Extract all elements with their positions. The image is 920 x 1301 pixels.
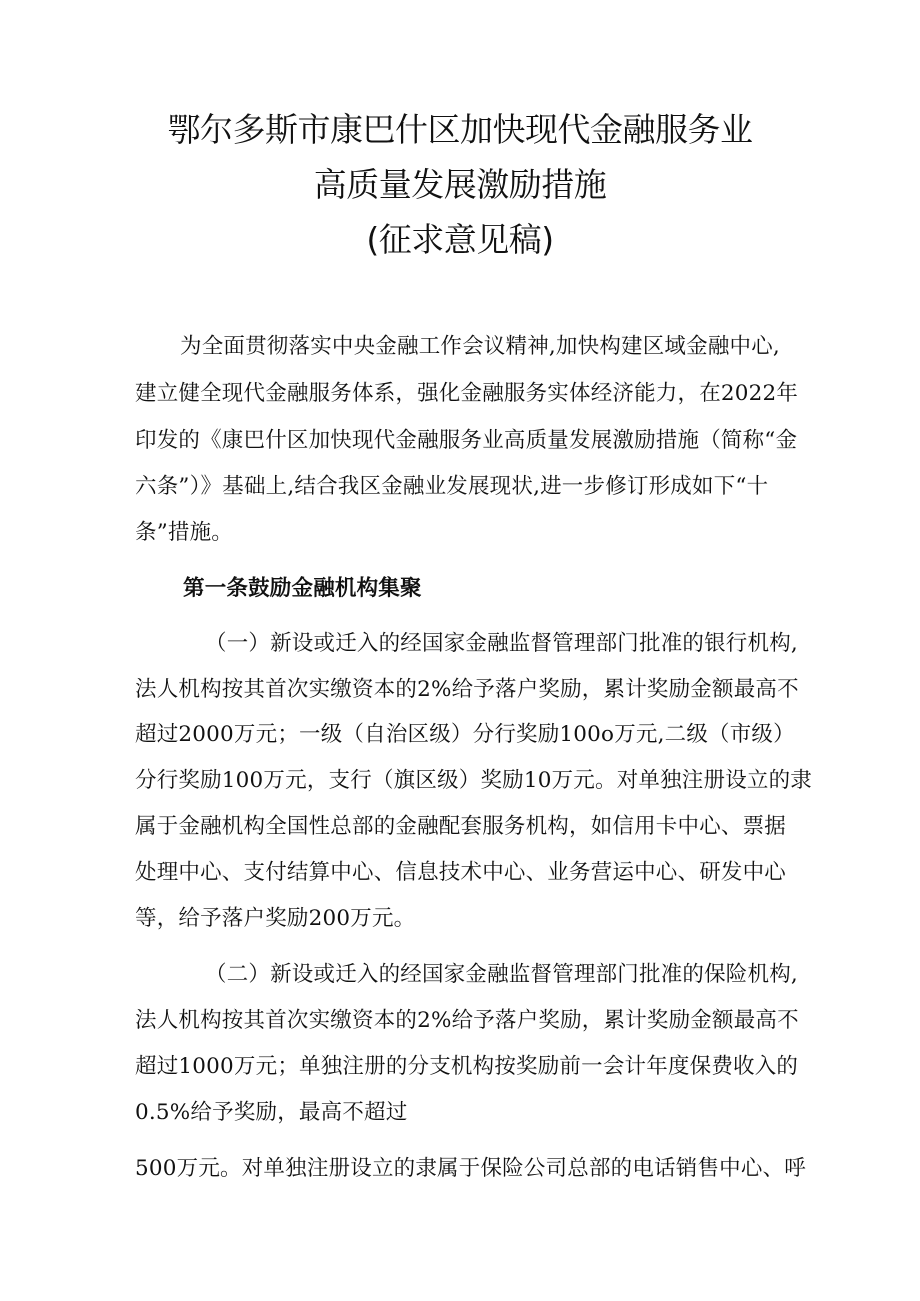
- item-2-line-3: 超过1000万元；单独注册的分支机构按奖励前一会计年度保费收入的: [135, 1054, 799, 1079]
- intro-line-5: 条”措施。: [135, 520, 233, 545]
- item-2-line-5: 500万元。对单独注册设立的隶属于保险公司总部的电话销售中心、呼: [135, 1156, 806, 1181]
- item-1-line-2: 法人机构按其首次实缴资本的2%给予落户奖励，累计奖励金额最高不: [135, 677, 799, 702]
- item-1-line-7: 等，给予落户奖励200万元。: [135, 906, 416, 931]
- item-1-line-6: 处理中心、支付结算中心、信息技术中心、业务营运中心、研发中心: [135, 860, 787, 885]
- item-1-line-1: （一）新设或迁入的经国家金融监督管理部门批准的银行机构,: [205, 631, 798, 656]
- title-line-1: 鄂尔多斯市康巴什区加快现代金融服务业: [167, 110, 753, 149]
- item-1-line-4: 分行奖励100万元，支行（旗区级）奖励10万元。对单独注册设立的隶: [135, 768, 812, 793]
- article-1-heading: 第一条鼓励金融机构集聚: [183, 576, 422, 601]
- intro-line-1: 为全面贯彻落实中央金融工作会议精神,加快构建区域金融中心,: [180, 334, 780, 359]
- title-line-2: 高质量发展激励措施: [313, 165, 607, 204]
- item-1-line-3: 超过2000万元；一级（自治区级）分行奖励100o万元,二级（市级）: [135, 722, 795, 747]
- intro-line-3: 印发的《康巴什区加快现代金融服务业高质量发展激励措施（简称“金: [135, 428, 798, 453]
- intro-line-2: 建立健全现代金融服务体系，强化金融服务实体经济能力，在2022年: [135, 381, 799, 406]
- item-2-line-4: 0.5%给予奖励，最高不超过: [135, 1100, 408, 1125]
- item-2-line-1: （二）新设或迁入的经国家金融监督管理部门批准的保险机构,: [205, 962, 798, 987]
- item-1-line-5: 属于金融机构全国性总部的金融配套服务机构，如信用卡中心、票据: [135, 814, 787, 839]
- title-line-3: (征求意见稿): [366, 220, 554, 259]
- intro-line-4: 六条”）》基础上,结合我区金融业发展现状,进一步修订形成如下“十: [135, 474, 769, 499]
- item-2-line-2: 法人机构按其首次实缴资本的2%给予落户奖励，累计奖励金额最高不: [135, 1008, 799, 1033]
